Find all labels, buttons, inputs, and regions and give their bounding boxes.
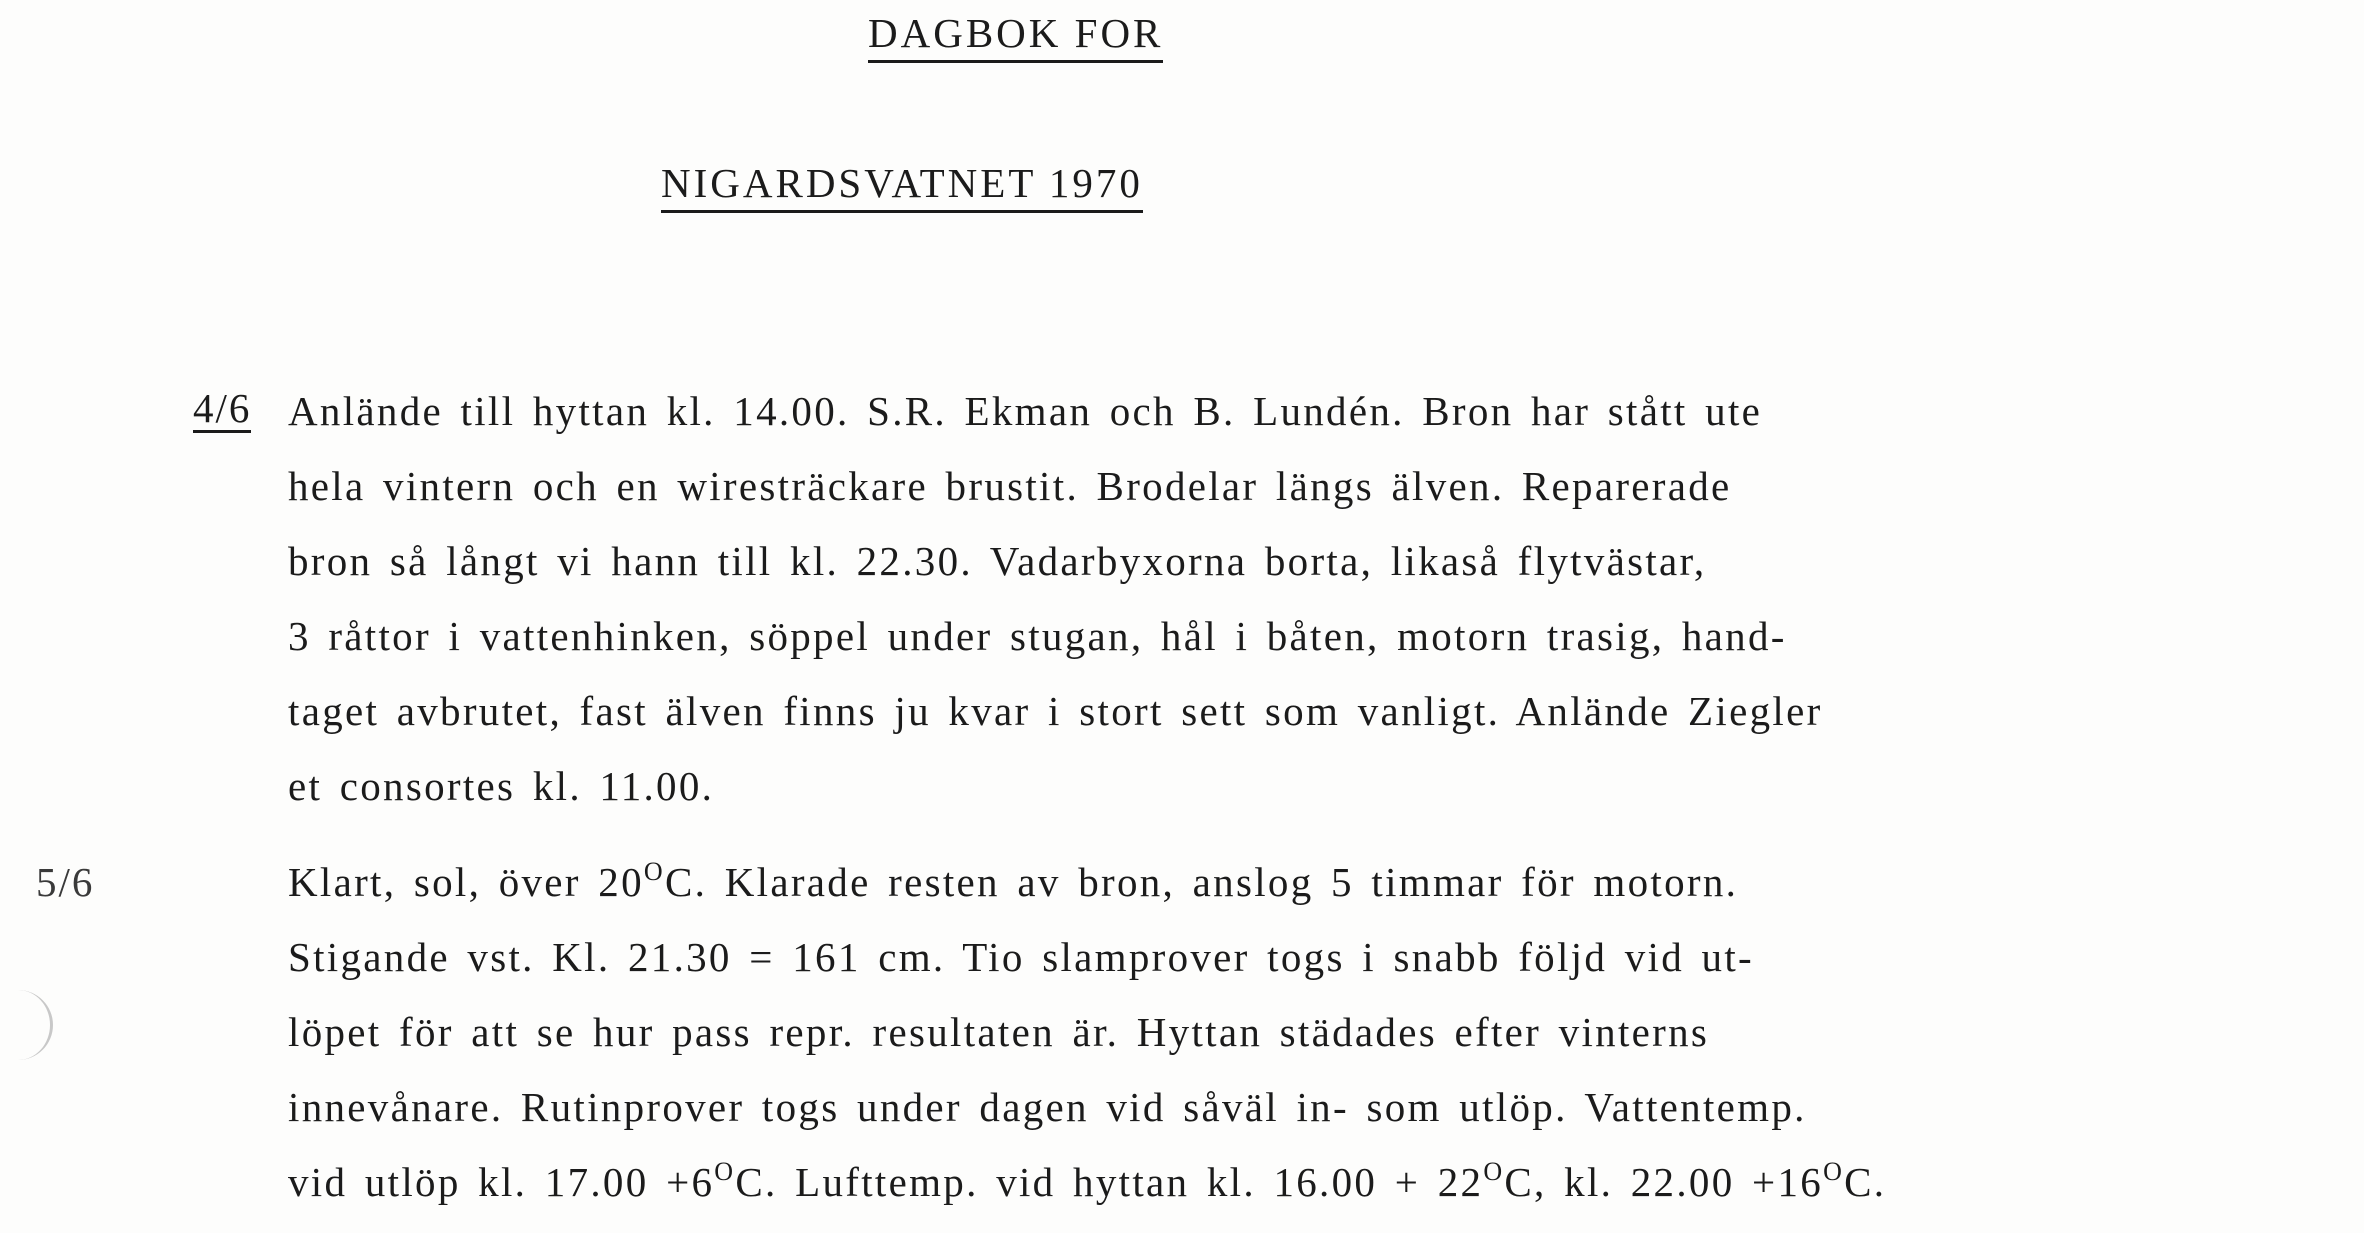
margin-scan-mark — [0, 990, 53, 1060]
entry-4-6-line-2: hela vintern och en wiresträckare brustit. Brodelar längs älven. Reparerade — [288, 463, 1732, 509]
degree-symbol: O — [714, 1157, 736, 1186]
diary-subtitle: NIGARDSVATNET 1970 — [661, 160, 1143, 213]
degree-symbol: O — [643, 857, 665, 886]
entry-4-6-line-6: et consortes kl. 11.00. — [288, 763, 715, 809]
entry-5-6-line-5-text-a: vid utlöp kl. 17.00 +6 — [288, 1159, 715, 1205]
entry-5-6-line-5 — [288, 1157, 1886, 1207]
entry-5-6-line-3: löpet för att se hur pass repr. resultaten är. Hyttan städades efter vinterns — [288, 1009, 1710, 1055]
entry-4-6-line-4: 3 råttor i vattenhinken, söppel under stugan, hål i båten, motorn trasig, hand- — [288, 613, 1787, 659]
entry-5-6-line-5-text-b: C. Lufttemp. vid hyttan kl. 16.00 + 22 — [735, 1159, 1484, 1205]
entry-5-6-line-1 — [288, 857, 1738, 907]
degree-symbol: O — [1823, 1157, 1845, 1186]
entry-5-6-line-1-text-b: C. Klarade resten av bron, anslog 5 timmar för motorn. — [664, 859, 1739, 905]
entry-date-5-6: 5/6 — [36, 859, 95, 905]
degree-symbol: O — [1483, 1157, 1505, 1186]
entry-date-4-6: 4/6 — [193, 385, 252, 431]
entry-4-6-line-3: bron så långt vi hann till kl. 22.30. Vadarbyxorna borta, likaså flytvästar, — [288, 538, 1707, 584]
entry-5-6-line-2: Stigande vst. Kl. 21.30 = 161 cm. Tio slamprover togs i snabb följd vid ut- — [288, 934, 1754, 980]
entry-4-6-line-1: Anlände till hyttan kl. 14.00. S.R. Ekman och B. Lundén. Bron har stått ute — [288, 388, 1763, 434]
entry-5-6-line-5-text-c: C, kl. 22.00 +16 — [1504, 1159, 1824, 1205]
entry-5-6-line-1-text-a: Klart, sol, över 20 — [288, 859, 644, 905]
entry-5-6-line-4: innevånare. Rutinprover togs under dagen vid såväl in- som utlöp. Vattentemp. — [288, 1084, 1807, 1130]
entry-5-6-line-5-text-d: C. — [1844, 1159, 1887, 1205]
diary-title: DAGBOK FOR — [868, 10, 1163, 63]
entry-4-6-line-5: taget avbrutet, fast älven finns ju kvar i stort sett som vanligt. Anlände Ziegler — [288, 688, 1823, 734]
